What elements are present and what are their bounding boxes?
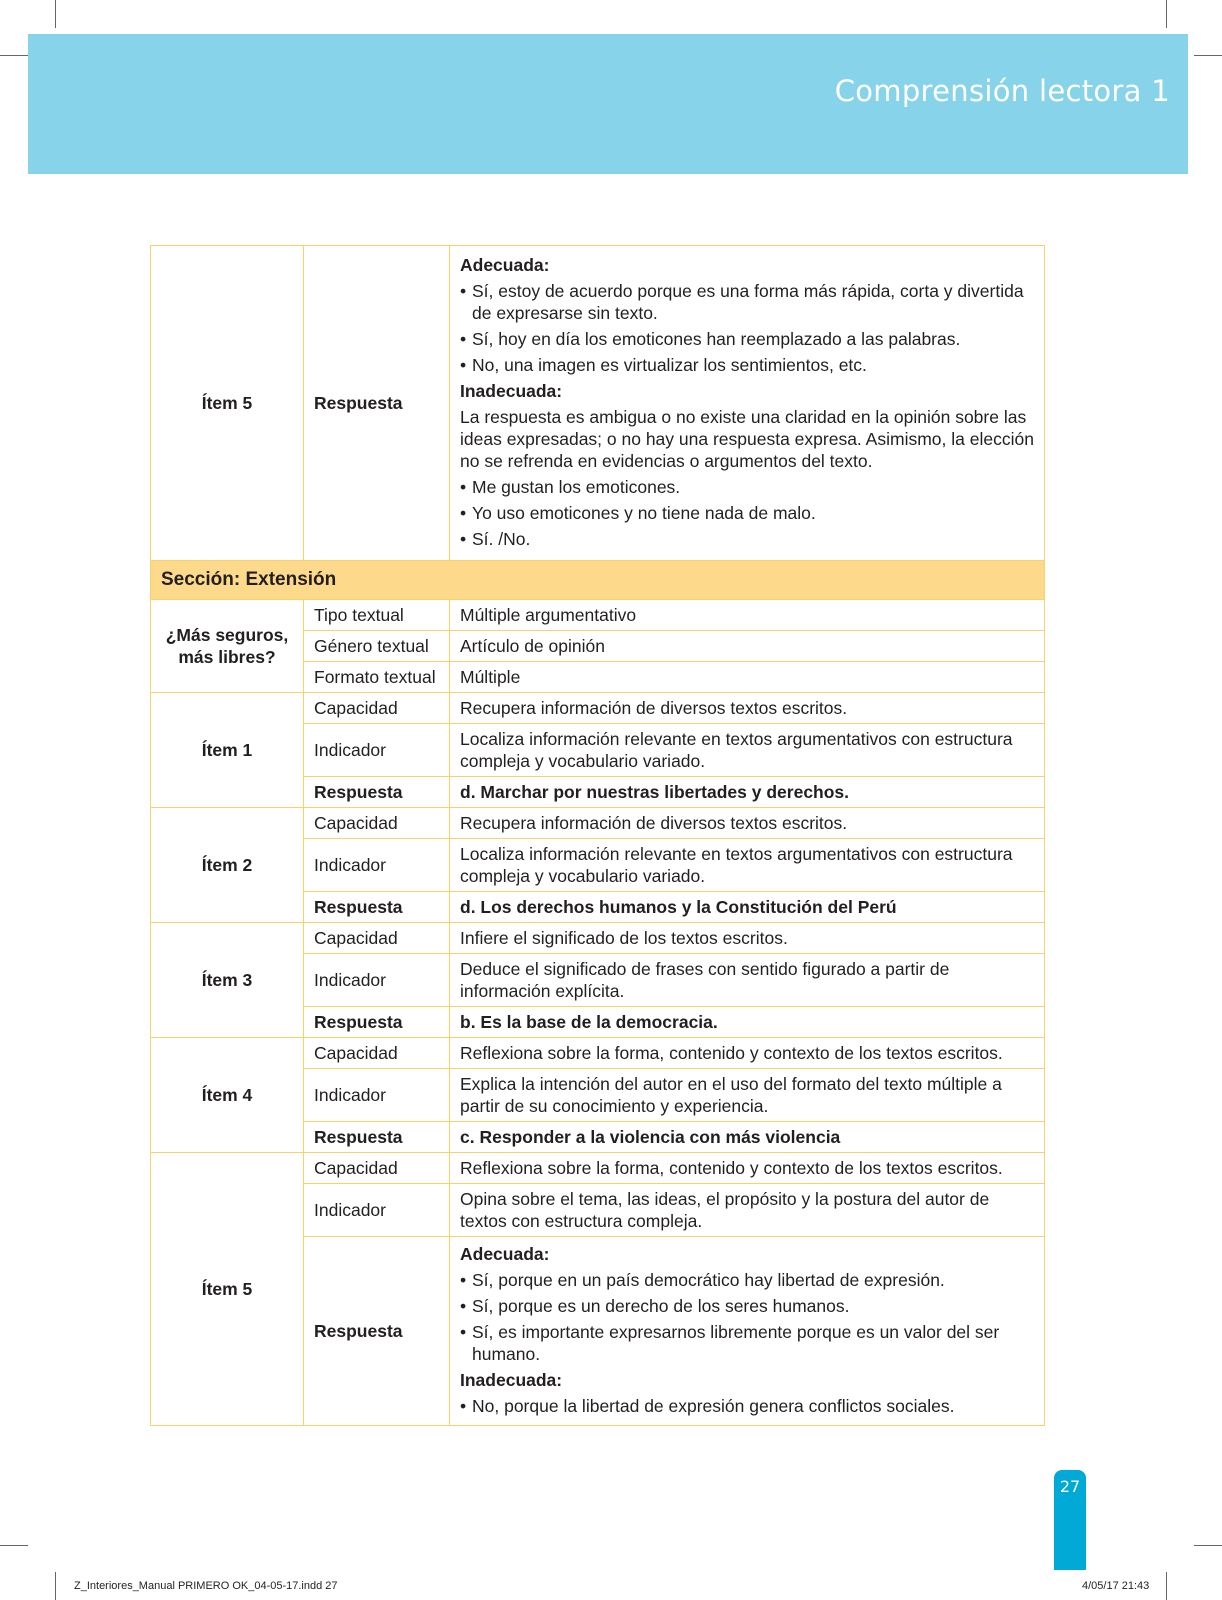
row-key: Género textual xyxy=(304,631,450,662)
row-key: Respuesta xyxy=(304,1007,450,1038)
item-label: Ítem 2 xyxy=(151,808,304,923)
item-label: Ítem 5 xyxy=(151,246,304,561)
section-title: Sección: Extensión xyxy=(151,561,1045,600)
answer-cell xyxy=(450,1237,1045,1426)
row-value: b. Es la base de la democracia. xyxy=(450,1007,1045,1038)
row-key: Capacidad xyxy=(304,693,450,724)
row-key: Capacidad xyxy=(304,923,450,954)
row-value: d. Los derechos humanos y la Constitución del Perú xyxy=(450,892,1045,923)
crop-mark xyxy=(1194,55,1222,56)
print-slug-file: Z_Interiores_Manual PRIMERO OK_04-05-17.indd 27 xyxy=(74,1580,338,1592)
row-key: Respuesta xyxy=(304,777,450,808)
row-value: Localiza información relevante en textos argumentativos con estructura compleja y vocabulario variado. xyxy=(450,724,1045,777)
row-key: Capacidad xyxy=(304,1038,450,1069)
item-label: Ítem 5 xyxy=(151,1153,304,1426)
list-item: • No, porque la libertad de expresión genera conflictos sociales. xyxy=(460,1395,1034,1417)
row-key: Respuesta xyxy=(304,1122,450,1153)
item-label: Ítem 1 xyxy=(151,693,304,808)
inadequate-list xyxy=(460,476,1034,550)
page-number: 27 xyxy=(1059,1477,1081,1496)
row-value: Infiere el significado de los textos escritos. xyxy=(450,923,1045,954)
row-value: Localiza información relevante en textos argumentativos con estructura compleja y vocabulario variado. xyxy=(450,839,1045,892)
list-item: • Yo uso emoticones y no tiene nada de malo. xyxy=(460,502,1034,524)
row-value: Múltiple xyxy=(450,662,1045,693)
list-item: • Sí, estoy de acuerdo porque es una forma más rápida, corta y divertida de expresarse sin texto. xyxy=(460,280,1034,324)
list-item: • Sí, hoy en día los emoticones han reemplazado a las palabras. xyxy=(460,328,1034,350)
row-key: Tipo textual xyxy=(304,600,450,631)
answer-cell xyxy=(450,246,1045,561)
inadequate-label: Inadecuada: xyxy=(460,381,563,401)
text-title: ¿Más seguros, más libres? xyxy=(151,600,304,693)
adequate-list xyxy=(460,280,1034,376)
crop-mark xyxy=(1166,0,1167,28)
table-row xyxy=(151,808,1045,839)
table-row xyxy=(151,600,1045,631)
row-value: Reflexiona sobre la forma, contenido y contexto de los textos escritos. xyxy=(450,1153,1045,1184)
row-key: Capacidad xyxy=(304,1153,450,1184)
row-type: Respuesta xyxy=(304,246,450,561)
section-row xyxy=(151,561,1045,600)
row-key: Indicador xyxy=(304,1184,450,1237)
row-value: Múltiple argumentativo xyxy=(450,600,1045,631)
print-slug-date: 4/05/17 21:43 xyxy=(1082,1580,1150,1592)
adequate-list xyxy=(460,1269,1034,1365)
inadequate-description: La respuesta es ambigua o no existe una claridad en la opinión sobre las ideas expresadas; o no hay una respuesta expresa. Asimismo, la elección no se refrenda en evidencias o argumentos del texto. xyxy=(460,407,1034,471)
table-row xyxy=(151,923,1045,954)
crop-mark xyxy=(55,1572,56,1600)
row-key: Indicador xyxy=(304,1069,450,1122)
evaluation-table xyxy=(150,245,1045,1426)
list-item: • Sí, porque en un país democrático hay libertad de expresión. xyxy=(460,1269,1034,1291)
table-row xyxy=(151,1153,1045,1184)
adequate-label: Adecuada: xyxy=(460,255,550,275)
row-key: Capacidad xyxy=(304,808,450,839)
row-value: Deduce el significado de frases con sentido figurado a partir de información explícita. xyxy=(450,954,1045,1007)
row-key: Respuesta xyxy=(304,892,450,923)
row-value: Artículo de opinión xyxy=(450,631,1045,662)
table-row xyxy=(151,246,1045,561)
crop-mark xyxy=(1194,1545,1222,1546)
crop-mark xyxy=(0,55,28,56)
table-row xyxy=(151,1038,1045,1069)
item-label: Ítem 4 xyxy=(151,1038,304,1153)
row-value: Opina sobre el tema, las ideas, el propósito y la postura del autor de textos con estructura compleja. xyxy=(450,1184,1045,1237)
list-item: • Me gustan los emoticones. xyxy=(460,476,1034,498)
row-key: Respuesta xyxy=(304,1237,450,1426)
row-value: Recupera información de diversos textos escritos. xyxy=(450,693,1045,724)
row-value: Explica la intención del autor en el uso del formato del texto múltiple a partir de su conocimiento y experiencia. xyxy=(450,1069,1045,1122)
crop-mark xyxy=(55,0,56,28)
item-label: Ítem 3 xyxy=(151,923,304,1038)
table-row xyxy=(151,693,1045,724)
inadequate-list xyxy=(460,1395,1034,1417)
crop-mark xyxy=(0,1545,28,1546)
row-value: Recupera información de diversos textos escritos. xyxy=(450,808,1045,839)
row-value: c. Responder a la violencia con más violencia xyxy=(450,1122,1045,1153)
row-value: d. Marchar por nuestras libertades y derechos. xyxy=(450,777,1045,808)
page-header-title: Comprensión lectora 1 xyxy=(834,74,1170,108)
inadequate-label: Inadecuada: xyxy=(460,1370,563,1390)
row-key: Indicador xyxy=(304,724,450,777)
adequate-label: Adecuada: xyxy=(460,1244,550,1264)
crop-mark xyxy=(1166,1572,1167,1600)
row-value: Reflexiona sobre la forma, contenido y contexto de los textos escritos. xyxy=(450,1038,1045,1069)
list-item: • Sí. /No. xyxy=(460,528,1034,550)
list-item: • Sí, es importante expresarnos libremente porque es un valor del ser humano. xyxy=(460,1321,1034,1365)
row-key: Indicador xyxy=(304,954,450,1007)
row-key: Indicador xyxy=(304,839,450,892)
row-key: Formato textual xyxy=(304,662,450,693)
list-item: • Sí, porque es un derecho de los seres humanos. xyxy=(460,1295,1034,1317)
list-item: • No, una imagen es virtualizar los sentimientos, etc. xyxy=(460,354,1034,376)
